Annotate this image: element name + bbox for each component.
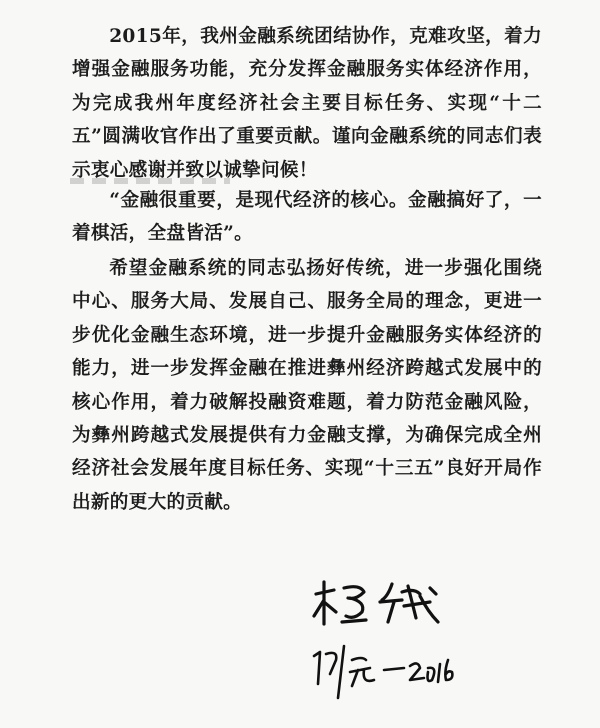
handwritten-signature xyxy=(308,576,468,636)
letter-paragraph-1: 2015年，我州金融系统团结协作，克难攻坚，着力增强金融服务功能，充分发挥金融服务实体经济作用，为完成我州年度经济社会主要目标任务、实现“十二五”圆满收官作出了重要贡献。谨向金融系统的同志们表示衷心感谢并致以诚挚问候！ xyxy=(72,26,542,181)
letter-paragraph-3: 希望金融系统的同志弘扬好传统，进一步强化围绕中心、服务大局、发展自己、服务全局的理念，更进一步优化金融生态环境，进一步提升金融服务实体经济的能力，进一步发挥金融在推进彝州经济跨越式发展中的核心作用，着力破解投融资难题，着力防范金融风险，为彝州跨越式发展提供有力金融支撑，为确保完成全州经济社会发展年度目标任务、实现“十三五”良好开局作出新的更大的贡献。 xyxy=(72,258,542,513)
handwritten-date xyxy=(300,640,460,700)
letter-paragraph-2-quote: “金融很重要，是现代经济的核心。金融搞好了，一着棋活，全盘皆活”。 xyxy=(72,190,542,245)
